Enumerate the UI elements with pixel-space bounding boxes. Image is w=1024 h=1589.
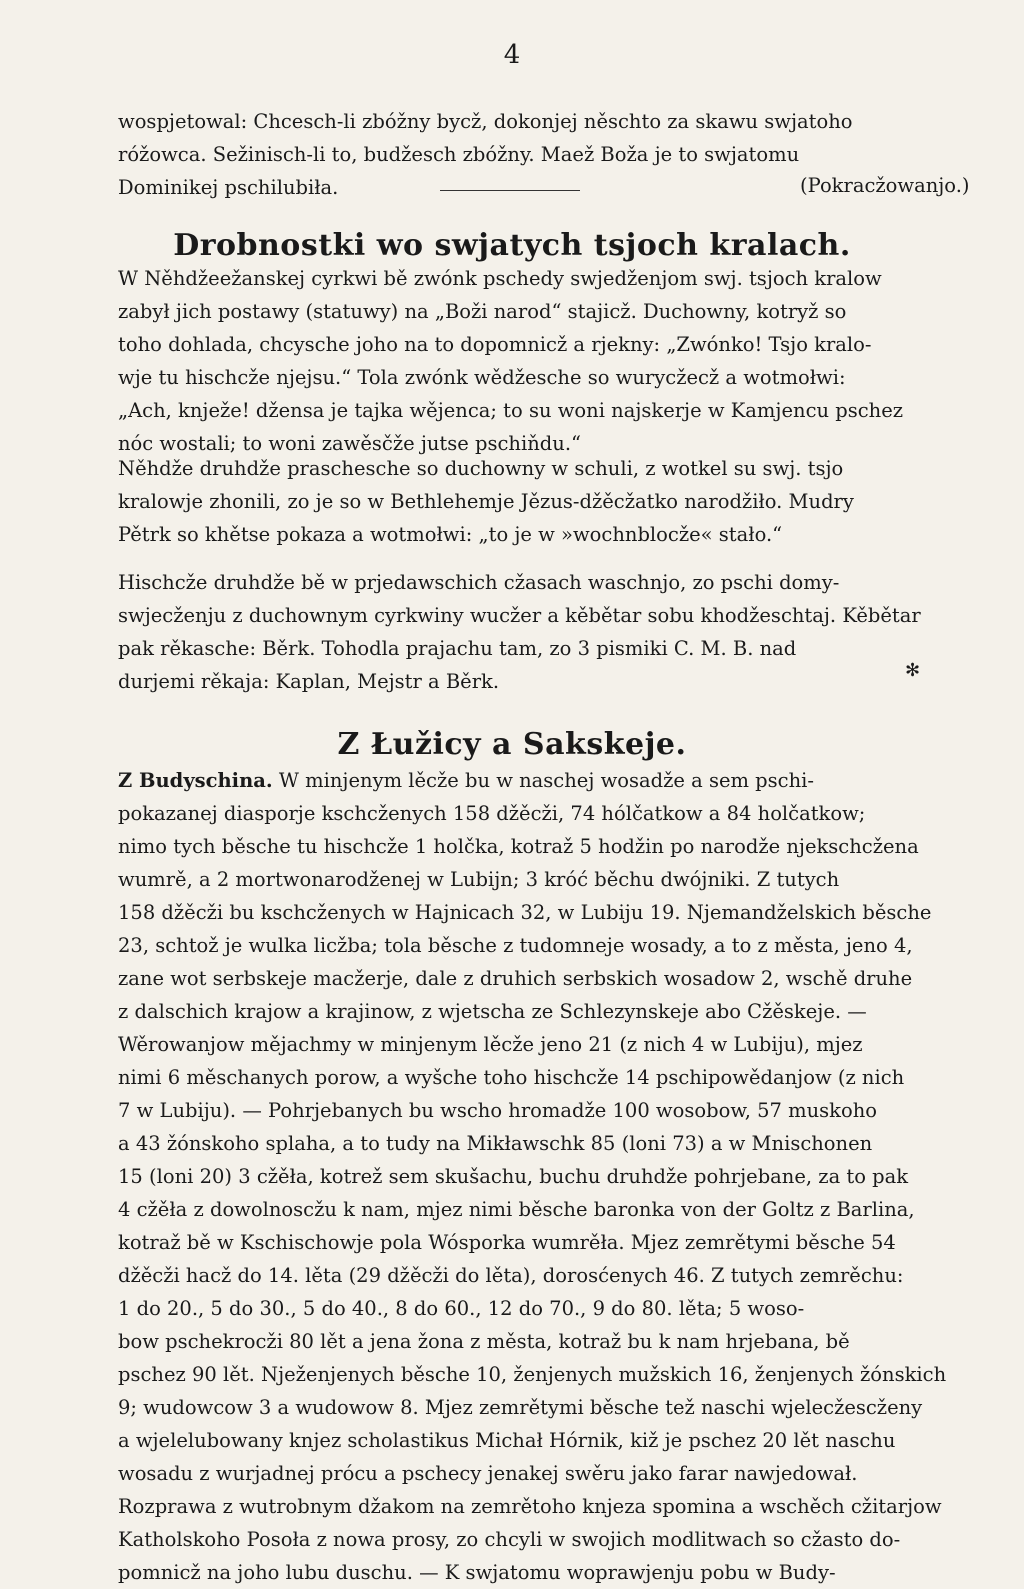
text-line: Rozprawa z wutrobnym džakom na zemrětoho knjeza spomina a wschěch cžitarjow <box>118 1495 942 1518</box>
text-line: džěcži hacž do 14. lěta (29 džěcži do lěta), dorosćenych 46. Z tutych zemrěchu: <box>118 1264 904 1287</box>
text-segment: W minjenym lěcže bu w naschej wosadže a sem pschi- <box>278 769 814 792</box>
text-line: 9; wudowcow 3 a wudowow 8. Mjez zemrětymi běsche tež naschi wjelecžescženy <box>118 1396 923 1419</box>
text-line: Wěrowanjow mějachmy w minjenym lěcže jeno 21 (z nich 4 w Lubiju), mjez <box>118 1033 863 1056</box>
text-line: wumrě, a 2 mortwonarodženej w Lubijn; 3 króć běchu dwójniki. Z tutych <box>118 868 840 891</box>
page-number: 4 <box>503 40 521 70</box>
text-line: nimo tych běsche tu hischcže 1 holčka, kotraž 5 hodžin po narodže njekschcžena <box>118 835 919 858</box>
paragraph <box>118 566 968 698</box>
text-line: nimi 6 měschanych porow, a wyšche toho hischcže 14 pschipowědanjow (z nich <box>118 1066 905 1089</box>
continuation-note: (Pokracžowanjo.) <box>800 174 970 197</box>
text-line: bow pschekrocži 80 lět a jena žona z města, kotraž bu k nam hrjebana, bě <box>118 1330 850 1353</box>
text-line: róžowca. Sežinisch-li to, budžesch zbóžny. Maež Boža je to swjatomu <box>118 143 800 166</box>
text-line: 7 w Lubiju). — Pohrjebanych bu wscho hromadže 100 wosobow, 57 muskoho <box>118 1099 878 1122</box>
text-line: kralowje zhonili, zo je so w Bethlehemje Jězus-džěcžatko narodžiło. Mudry <box>118 490 854 513</box>
text-line: 1 do 20., 5 do 30., 5 do 40., 8 do 60., 12 do 70., 9 do 80. lěta; 5 woso- <box>118 1297 805 1320</box>
text-line: Něhdže druhdže praschesche so duchowny w schuli, z wotkel su swj. tsjo <box>118 457 844 480</box>
text-line: wje tu hischcže njejsu.“ Tola zwónk wědžesche so wurycžecž a wotmołwi: <box>118 366 846 389</box>
text-line: „Ach, knježe! džensa je tajka wějenca; to su woni najskerje w Kamjencu pschez <box>118 399 904 422</box>
text-line: Katholskoho Posoła z nowa prosy, zo chcyli w swojich modlitwach so cžasto do- <box>118 1528 901 1551</box>
text-line: Pětrk so khětse pokaza a wotmołwi: „to je w »wochnblocže« stało.“ <box>118 523 783 546</box>
text-line: 4 cžěła z dowolnoscžu k nam, mjez nimi běsche baronka von der Goltz z Barlina, <box>118 1198 915 1221</box>
paragraph-budyschin <box>118 764 968 1589</box>
section-heading-lusatia: Z Łužicy a Sakskeje. <box>337 727 687 762</box>
section-divider <box>440 190 580 191</box>
text-line: wosadu z wurjadnej prócu a pschecy jenakej swěru jako farar nawjedował. <box>118 1462 858 1485</box>
text-line: swjecženju z duchownym cyrkwiny wucžer a kěbětar sobu khodžeschtaj. Kěbětar <box>118 604 921 627</box>
text-line: 158 džěcži bu kschcženych w Hajnicach 32, w Lubiju 19. Njemandželskich běsche <box>118 901 932 924</box>
paragraph <box>118 452 968 551</box>
asterisk-divider: ✻ <box>905 660 921 681</box>
text-line: pak rěkasche: Běrk. Tohodla prajachu tam, zo 3 pismiki C. M. B. nad <box>118 637 797 660</box>
text-line: wospjetowal: Chcesch-li zbóžny bycž, dokonjej něschto za skawu swjatoho <box>118 110 853 133</box>
text-line: toho dohlada, chcysche joho na to dopomnicž a rjekny: „Zwónko! Tsjo kralo- <box>118 333 872 356</box>
paragraph <box>118 262 968 460</box>
text-line: kotraž bě w Kschischowje pola Wósporka wumrěła. Mjez zemrětymi běsche 54 <box>118 1231 896 1254</box>
text-line: Hischcže druhdže bě w prjedawschich cžasach waschnjo, zo pschi domy- <box>118 571 840 594</box>
text-line: a 43 žónskoho splaha, a to tudy na Mikławschk 85 (loni 73) a w Mnischonen <box>118 1132 873 1155</box>
text-line: pokazanej diasporje kschcženych 158 džěcži, 74 hólčatkow a 84 holčatkow; <box>118 802 866 825</box>
section-heading-three-kings: Drobnostki wo swjatych tsjoch kralach. <box>173 228 851 263</box>
text-line: durjemi rěkaja: Kaplan, Mejstr a Běrk. <box>118 670 500 693</box>
text-line: W Něhdžeežanskej cyrkwi bě zwónk pschedy swjedženjom swj. tsjoch kralow <box>118 267 882 290</box>
text-line: a wjelelubowany knjez scholastikus Michał Hórnik, kiž je pschez 20 lět naschu <box>118 1429 896 1452</box>
text-line <box>118 764 968 797</box>
text-line: z dalschich krajow a krajinow, z wjetscha ze Schlezynskeje abo Cžěskeje. — <box>118 1000 867 1023</box>
text-line: pschez 90 lět. Nježenjenych běsche 10, ženjenych mužskich 16, ženjenych žónskich <box>118 1363 947 1386</box>
text-line: nóc wostali; to woni zawěsčže jutse pschiňdu.“ <box>118 432 581 455</box>
text-line: 15 (loni 20) 3 cžěła, kotrež sem skušachu, buchu druhdže pohrjebane, za to pak <box>118 1165 909 1188</box>
text-line: 23, schtož je wulka licžba; tola běsche z tudomneje wosady, a to z města, jeno 4, <box>118 934 913 957</box>
text-line: Dominikej pschilubiła. <box>118 176 339 199</box>
text-line: zabył jich postawy (statuwy) na „Boži narod“ stajicž. Duchowny, kotryž so <box>118 300 847 323</box>
place-lead: Z Budyschina. <box>118 769 273 792</box>
text-line: zane wot serbskeje macžerje, dale z druhich serbskich wosadow 2, wschě druhe <box>118 967 913 990</box>
text-line: pomnicž na joho lubu duschu. — K swjatomu woprawjenju pobu w Budy- <box>118 1561 836 1584</box>
